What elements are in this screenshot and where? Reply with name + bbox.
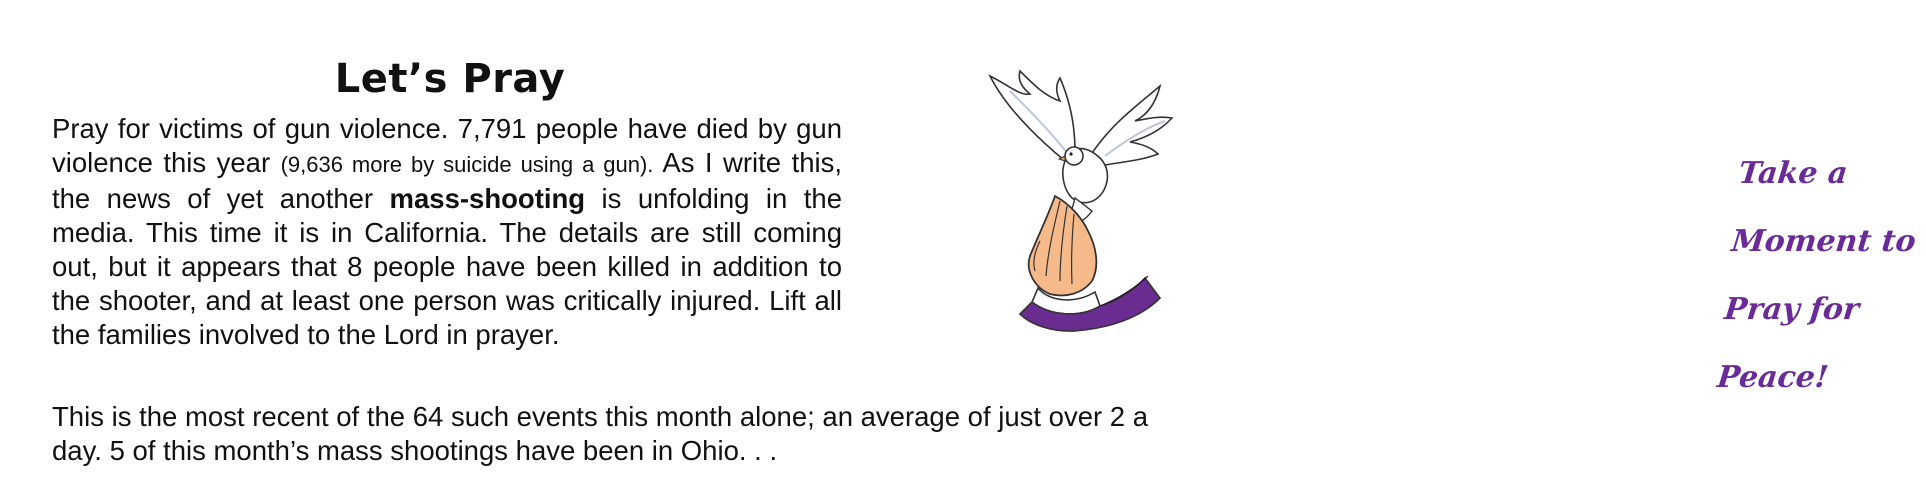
prayer-text-end: is unfolding in the media. This time it is in California. The details are still coming out, but it appears that 8 people have been killed in addition to the shooter, and at least one person was critically injured. Lift all the families involved to the Lord in prayer.	[52, 183, 842, 350]
praying-hands-icon	[1020, 196, 1160, 331]
prayer-paragraph	[52, 112, 842, 352]
caption-line-1: Take a	[1736, 156, 1850, 191]
prayer-text-intro: Pray for victims of gun violence. 7,791 people have died by gun violence this year	[52, 113, 842, 178]
page-title: Let’s Pray	[334, 56, 566, 102]
caption-line-2: Moment to	[1729, 224, 1918, 259]
dove-icon	[990, 71, 1172, 228]
caption-line-4: Peace!	[1715, 360, 1830, 395]
mass-shooting-emphasis: mass-shooting	[389, 183, 586, 214]
prayer-clipart	[860, 66, 1918, 395]
clipart-graphic	[860, 66, 1180, 336]
caption-line-3: Pray for	[1722, 292, 1861, 327]
prayer-text-middle: As I write this, the news of yet another	[52, 147, 842, 214]
statistics-paragraph: This is the most recent of the 64 such events this month alone; an average of just over 2 a day. 5 of this month’s mass shootings have been in Ohio. . .	[52, 401, 1149, 466]
suicide-note: (9,636 more by suicide using a gun).	[280, 152, 654, 177]
prayer-caption	[1714, 140, 1918, 412]
